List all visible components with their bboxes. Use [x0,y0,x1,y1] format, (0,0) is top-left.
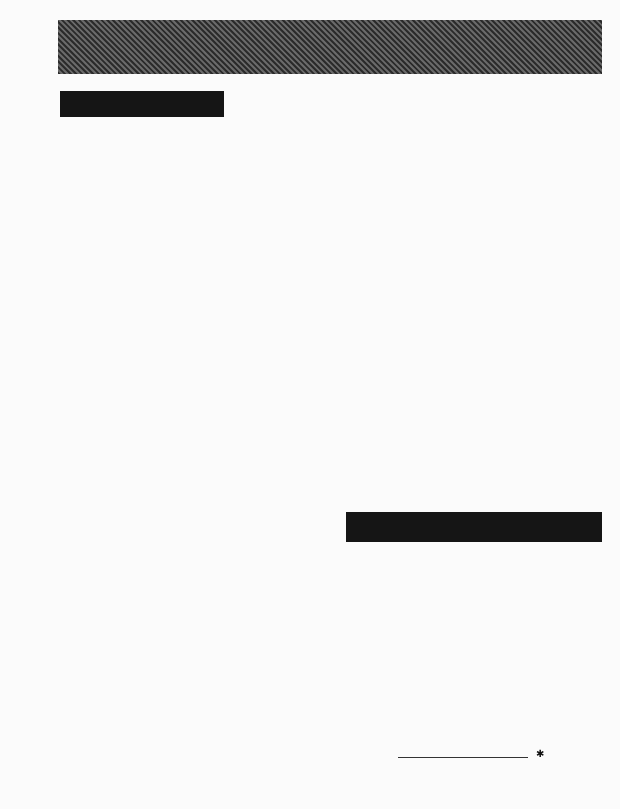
frase-capicua-heading [346,512,602,542]
star-icon: ✱ [536,749,545,760]
cifra-clave-heading [60,91,224,117]
frase-intro [374,561,602,587]
section-banner [58,20,602,74]
cifra-side-note [440,173,602,239]
frase-answer-line [398,757,528,758]
cifra-intro-text [232,90,602,130]
cifra-instructions-text [60,130,602,170]
